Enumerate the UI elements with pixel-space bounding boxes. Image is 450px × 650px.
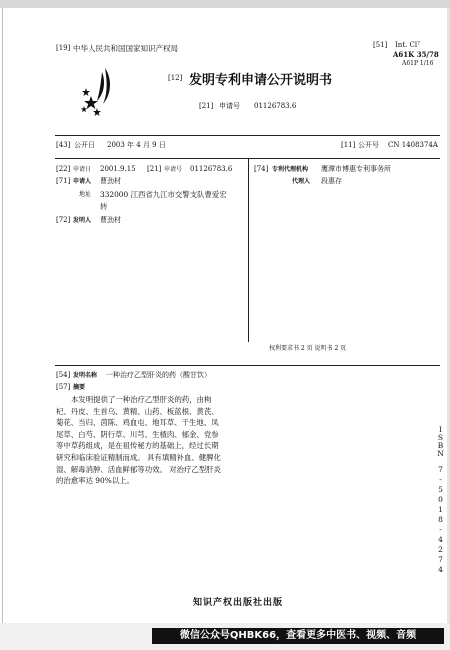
abstract-line: 尾草、白芍、阴行草、川芎、生楂肉、郁金、党参 xyxy=(56,429,219,439)
left-appno-label: 申请号 xyxy=(164,166,183,173)
watermark-banner: 微信公众号QHBK66，查看更多中医书、视频、音频 xyxy=(152,628,444,644)
agency-value: 鹰潭市博惠专利事务所 xyxy=(321,165,391,173)
intcl-code: [51] xyxy=(373,41,388,49)
isbn-char: I xyxy=(439,425,442,434)
viewer-top-bar xyxy=(0,0,450,8)
abstract-line: 本发明提供了一种治疗乙型肝炎的药，由枸 xyxy=(71,395,212,404)
applicant-label: 申请人 xyxy=(73,178,92,185)
abstract-code: [57] xyxy=(56,383,71,391)
pub-date-label: 公开日 xyxy=(74,141,95,149)
address-label: 地址 xyxy=(79,191,92,198)
rule-bottom xyxy=(55,365,440,366)
column-divider xyxy=(248,159,249,342)
header-appno-label: 申请号 xyxy=(219,102,240,110)
isbn-char: B xyxy=(437,441,444,450)
left-appno-code: [21] xyxy=(147,165,162,173)
isbn-char: 0 xyxy=(438,495,443,504)
pages-note: 权利要求书 2 页 说明书 2 页 xyxy=(269,345,347,352)
pub-number-value: CN 1408374A xyxy=(388,141,438,149)
agent-value: 段惠存 xyxy=(321,177,342,185)
applicant-value: 曹劲材 xyxy=(100,177,121,185)
intcl-secondary: A61P 1/16 xyxy=(402,60,434,67)
header-appno-code: [21] xyxy=(199,102,214,110)
abstract-line: 菊花、当归、茵陈、鸡血屯、地耳草、干生地、凤 xyxy=(56,418,219,428)
patent-page xyxy=(2,8,447,623)
address-line1: 332000 江西省九江市交警支队曹爱宏 xyxy=(100,190,227,199)
isbn-char: 5 xyxy=(438,485,443,494)
abstract-label: 摘要 xyxy=(73,384,86,391)
isbn-char: 2 xyxy=(438,545,443,554)
isbn-char: 4 xyxy=(438,535,443,544)
isbn-char: 4 xyxy=(438,565,443,574)
abstract-line: 研究和临床验证精制而成。 具有填精补血、健脾化 xyxy=(56,452,221,462)
intcl-label: Int. Cl⁷ xyxy=(395,41,420,49)
title-value: 一种治疗乙型肝炎的药（酸甘饮） xyxy=(106,371,211,379)
inventor-label: 发明人 xyxy=(73,217,92,224)
agent-label: 代理人 xyxy=(292,178,311,185)
pub-date-code: [43] xyxy=(56,141,71,149)
filing-label: 申请日 xyxy=(73,166,92,173)
applicant-code: [71] xyxy=(56,177,71,185)
title-label: 发明名称 xyxy=(73,372,98,379)
header-appno-value: 01126783.6 xyxy=(254,102,297,110)
isbn-char: - xyxy=(439,475,442,484)
isbn-char: 1 xyxy=(438,505,443,514)
doc-type-title: 发明专利申请公开说明书 xyxy=(189,73,333,88)
office-name: 中华人民共和国国家知识产权局 xyxy=(73,44,178,53)
inventor-code: [72] xyxy=(56,216,71,224)
abstract-line: 湿、解毒消肿、活血鲜郁等功效。 对治疗乙型肝炎 xyxy=(56,464,221,474)
isbn-char: 7 xyxy=(438,555,443,564)
patent-office-emblem-icon xyxy=(81,66,121,118)
office-code: [19] xyxy=(56,44,71,52)
inventor-value: 曹劲材 xyxy=(100,216,121,224)
doc-type-code: [12] xyxy=(168,74,183,82)
agency-code: [74] xyxy=(254,165,269,173)
agency-label: 专利代理机构 xyxy=(272,166,309,173)
isbn-char: N xyxy=(437,449,444,458)
abstract-body xyxy=(56,394,221,487)
pub-date-value: 2003 年 4 月 9 日 xyxy=(107,141,166,149)
abstract-line: 杞、丹皮、生首乌、黄精、山药、板蓝根、黄芪、 xyxy=(56,406,219,416)
abstract-line: 等中草药组成，是在祖传秘方的基础上，经过长期 xyxy=(56,441,219,451)
isbn-char: 7 xyxy=(438,465,443,474)
left-appno-value: 01126783.6 xyxy=(190,165,233,173)
title-code: [54] xyxy=(56,371,71,379)
pub-number-code: [11] xyxy=(341,141,356,149)
rule-top xyxy=(55,135,440,136)
isbn-char: - xyxy=(439,525,442,534)
isbn-char: S xyxy=(437,433,444,442)
pub-number-label: 公开号 xyxy=(358,141,379,149)
abstract-line: 的治愈率达 90%以上。 xyxy=(56,476,134,486)
filing-value: 2001.9.15 xyxy=(100,165,136,173)
address-line2: 转 xyxy=(100,202,108,211)
filing-code: [22] xyxy=(56,165,71,173)
isbn-char: 8 xyxy=(438,515,443,524)
intcl-primary: A61K 35/78 xyxy=(393,50,439,59)
publisher-footer: 知识产权出版社出版 xyxy=(193,598,284,608)
